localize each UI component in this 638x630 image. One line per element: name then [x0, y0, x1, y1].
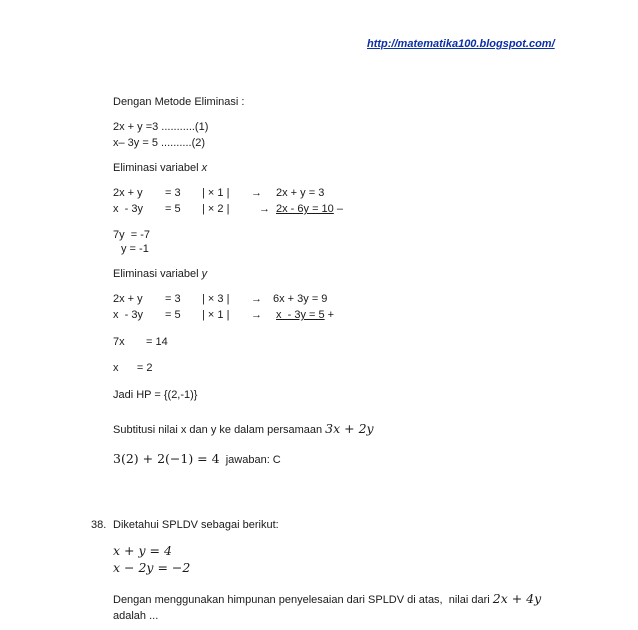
elim-x-row1-d: 2x + y = 3 [276, 187, 325, 199]
elim-y-row2-c: | × 1 | [202, 309, 230, 321]
elim-y-row2-a: x - 3y [113, 309, 143, 321]
substitution-line [113, 422, 374, 437]
elim-x-result-2: y = -1 [121, 243, 149, 255]
elim-y-row1-d: 6x + 3y = 9 [273, 293, 328, 305]
elim-x-title [113, 161, 207, 175]
elim-x-row1-c: | × 1 | [202, 187, 230, 199]
elim-x-row2-d-eq: 2x - 6y = 10 [276, 203, 334, 215]
equation-2: x– 3y = 5 ..........(2) [113, 137, 206, 149]
elim-x-title-var: x [201, 162, 208, 174]
question-number: 38. [91, 519, 107, 531]
elim-y-row1-b: = 3 [165, 293, 181, 305]
elim-x-title-prefix: Eliminasi variabel [113, 162, 202, 174]
elim-y-row1-a: 2x + y [113, 293, 143, 305]
elim-x-row1-a: 2x + y [113, 187, 143, 199]
calculation-line [113, 452, 281, 467]
elim-y-row2-d [276, 308, 334, 322]
arrow-icon: → [259, 203, 270, 215]
substitution-text: Subtitusi nilai x dan y ke dalam persamaan [113, 424, 326, 436]
arrow-icon: → [251, 187, 262, 199]
arrow-icon: → [251, 293, 262, 305]
elim-x-row2-d [276, 202, 343, 216]
arrow-icon: → [251, 309, 262, 321]
answer-text: jawaban: C [225, 454, 281, 466]
elim-x-row2-a: x - 3y [113, 203, 143, 215]
elim-y-row2-d-eq: x - 3y = 5 [276, 309, 325, 321]
elim-y-title-var: y [201, 268, 208, 280]
question-title: Diketahui SPLDV sebagai berikut: [113, 519, 279, 531]
question-prompt-text: Dengan menggunakan himpunan penyelesaian dari SPLDV di atas, nilai dari [113, 594, 493, 606]
header-url[interactable]: http://matematika100.blogspot.com/ [367, 38, 555, 50]
elim-x-row2-c: | × 2 | [202, 203, 230, 215]
elim-y-row2-b: = 5 [165, 309, 181, 321]
spldv-eq-1: x + y = 4 [113, 543, 172, 558]
elim-y-row2-op: + [324, 309, 335, 321]
question-prompt [113, 592, 541, 607]
spldv-eq-2: x − 2y = −2 [113, 560, 191, 575]
equation-1: 2x + y =3 ...........(1) [113, 121, 209, 133]
elim-x-result-1: 7y = -7 [113, 229, 150, 241]
method-title: Dengan Metode Eliminasi : [113, 96, 245, 108]
elim-y-title [113, 267, 207, 281]
substitution-expr: 3x + 2y [325, 421, 374, 436]
elim-x-row2-op: – [333, 203, 343, 215]
elim-y-title-prefix: Eliminasi variabel [113, 268, 202, 280]
calculation-expr: 3(2) + 2(−1) = 4 [113, 451, 220, 466]
elim-y-result-2: x = 2 [113, 362, 153, 374]
question-prompt-end: adalah ... [113, 610, 159, 622]
elim-y-row1-c: | × 3 | [202, 293, 230, 305]
elim-x-row1-b: = 3 [165, 187, 181, 199]
elim-y-result-1: 7x = 14 [113, 336, 168, 348]
question-expr: 2x + 4y [492, 591, 542, 606]
solution-set: Jadi HP = {(2,-1)} [113, 389, 198, 401]
elim-x-row2-b: = 5 [165, 203, 181, 215]
